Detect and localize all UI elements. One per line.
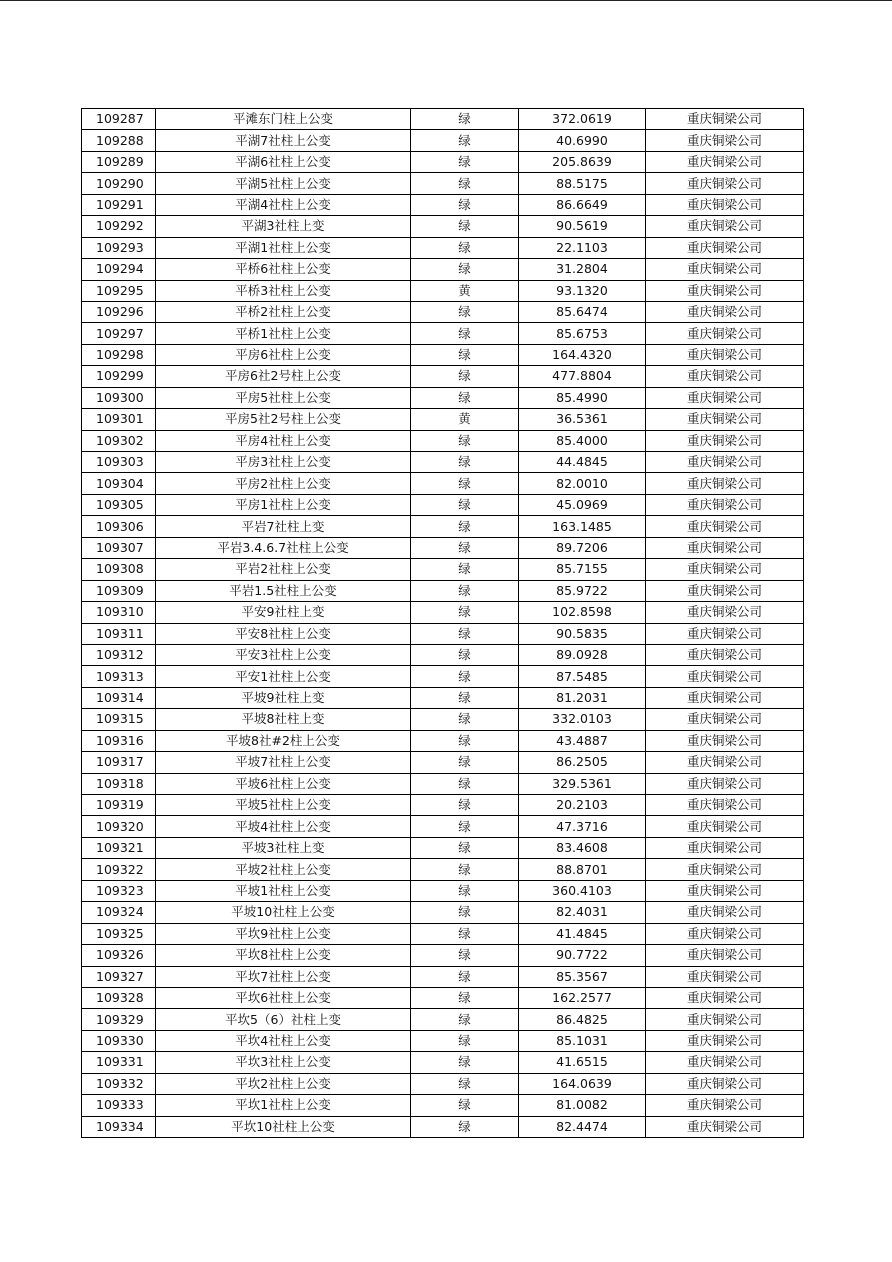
cell-value: 22.1103 (519, 237, 646, 258)
cell-transformer-name: 平桥3社柱上公变 (156, 280, 411, 301)
cell-transformer-name: 平房4社柱上公变 (156, 430, 411, 451)
cell-transformer-name: 平安1社柱上公变 (156, 666, 411, 687)
table-row (82, 1095, 804, 1116)
cell-status: 绿 (411, 837, 519, 858)
table-row (82, 173, 804, 194)
cell-company: 重庆铜梁公司 (646, 537, 804, 558)
cell-status: 绿 (411, 644, 519, 665)
cell-transformer-name: 平坡5社柱上公变 (156, 795, 411, 816)
cell-id: 109321 (82, 837, 156, 858)
cell-company: 重庆铜梁公司 (646, 1116, 804, 1137)
cell-id: 109319 (82, 795, 156, 816)
cell-transformer-name: 平安9社柱上变 (156, 602, 411, 623)
table-row (82, 837, 804, 858)
cell-company: 重庆铜梁公司 (646, 795, 804, 816)
table-row (82, 194, 804, 215)
cell-status: 绿 (411, 494, 519, 515)
cell-id: 109324 (82, 902, 156, 923)
cell-transformer-name: 平房3社柱上公变 (156, 452, 411, 473)
cell-status: 绿 (411, 301, 519, 322)
cell-id: 109306 (82, 516, 156, 537)
cell-status: 绿 (411, 216, 519, 237)
table-row (82, 730, 804, 751)
table-row (82, 537, 804, 558)
cell-value: 86.4825 (519, 1009, 646, 1030)
cell-id: 109308 (82, 559, 156, 580)
cell-company: 重庆铜梁公司 (646, 709, 804, 730)
table-row (82, 816, 804, 837)
table-row (82, 687, 804, 708)
cell-value: 43.4887 (519, 730, 646, 751)
cell-transformer-name: 平坎4社柱上公变 (156, 1030, 411, 1051)
cell-company: 重庆铜梁公司 (646, 430, 804, 451)
cell-id: 109309 (82, 580, 156, 601)
cell-status: 绿 (411, 752, 519, 773)
cell-company: 重庆铜梁公司 (646, 666, 804, 687)
cell-company: 重庆铜梁公司 (646, 344, 804, 365)
table-row (82, 880, 804, 901)
cell-company: 重庆铜梁公司 (646, 623, 804, 644)
cell-value: 82.0010 (519, 473, 646, 494)
cell-value: 86.6649 (519, 194, 646, 215)
cell-transformer-name: 平滩东门柱上公变 (156, 109, 411, 130)
cell-status: 绿 (411, 902, 519, 923)
cell-id: 109312 (82, 644, 156, 665)
cell-company: 重庆铜梁公司 (646, 730, 804, 751)
cell-status: 绿 (411, 151, 519, 172)
cell-transformer-name: 平房6社柱上公变 (156, 344, 411, 365)
cell-value: 164.0639 (519, 1073, 646, 1094)
table-row (82, 966, 804, 987)
cell-id: 109320 (82, 816, 156, 837)
cell-transformer-name: 平坎1社柱上公变 (156, 1095, 411, 1116)
cell-status: 绿 (411, 366, 519, 387)
cell-status: 绿 (411, 1009, 519, 1030)
table-row (82, 945, 804, 966)
cell-transformer-name: 平房5社2号柱上公变 (156, 409, 411, 430)
cell-company: 重庆铜梁公司 (646, 945, 804, 966)
cell-company: 重庆铜梁公司 (646, 216, 804, 237)
cell-company: 重庆铜梁公司 (646, 773, 804, 794)
cell-status: 绿 (411, 945, 519, 966)
cell-id: 109310 (82, 602, 156, 623)
cell-value: 329.5361 (519, 773, 646, 794)
cell-transformer-name: 平湖1社柱上公变 (156, 237, 411, 258)
cell-status: 绿 (411, 666, 519, 687)
table-row (82, 752, 804, 773)
table-row (82, 1052, 804, 1073)
cell-transformer-name: 平坡7社柱上公变 (156, 752, 411, 773)
cell-value: 85.9722 (519, 580, 646, 601)
cell-company: 重庆铜梁公司 (646, 1052, 804, 1073)
cell-id: 109297 (82, 323, 156, 344)
cell-status: 绿 (411, 923, 519, 944)
cell-status: 黄 (411, 280, 519, 301)
cell-status: 绿 (411, 987, 519, 1008)
cell-value: 41.6515 (519, 1052, 646, 1073)
cell-id: 109293 (82, 237, 156, 258)
cell-status: 绿 (411, 430, 519, 451)
table-row (82, 559, 804, 580)
table-row (82, 151, 804, 172)
cell-id: 109327 (82, 966, 156, 987)
cell-status: 绿 (411, 452, 519, 473)
cell-transformer-name: 平坡8社#2柱上公变 (156, 730, 411, 751)
cell-status: 绿 (411, 602, 519, 623)
cell-transformer-name: 平坎9社柱上公变 (156, 923, 411, 944)
cell-id: 109328 (82, 987, 156, 1008)
cell-status: 绿 (411, 516, 519, 537)
table-row (82, 987, 804, 1008)
cell-transformer-name: 平坡3社柱上变 (156, 837, 411, 858)
cell-company: 重庆铜梁公司 (646, 880, 804, 901)
cell-id: 109291 (82, 194, 156, 215)
cell-value: 90.5619 (519, 216, 646, 237)
cell-company: 重庆铜梁公司 (646, 173, 804, 194)
cell-status: 绿 (411, 344, 519, 365)
cell-value: 90.7722 (519, 945, 646, 966)
cell-company: 重庆铜梁公司 (646, 366, 804, 387)
cell-transformer-name: 平安3社柱上公变 (156, 644, 411, 665)
cell-id: 109323 (82, 880, 156, 901)
cell-status: 绿 (411, 259, 519, 280)
cell-company: 重庆铜梁公司 (646, 494, 804, 515)
table-row (82, 409, 804, 430)
cell-id: 109302 (82, 430, 156, 451)
cell-company: 重庆铜梁公司 (646, 752, 804, 773)
cell-company: 重庆铜梁公司 (646, 923, 804, 944)
cell-status: 绿 (411, 1073, 519, 1094)
cell-company: 重庆铜梁公司 (646, 1095, 804, 1116)
table-row (82, 1030, 804, 1051)
cell-value: 82.4474 (519, 1116, 646, 1137)
cell-id: 109333 (82, 1095, 156, 1116)
cell-value: 85.7155 (519, 559, 646, 580)
cell-company: 重庆铜梁公司 (646, 280, 804, 301)
cell-transformer-name: 平坡1社柱上公变 (156, 880, 411, 901)
cell-transformer-name: 平坡4社柱上公变 (156, 816, 411, 837)
cell-value: 82.4031 (519, 902, 646, 923)
cell-transformer-name: 平岩2社柱上公变 (156, 559, 411, 580)
cell-value: 47.3716 (519, 816, 646, 837)
cell-transformer-name: 平坡6社柱上公变 (156, 773, 411, 794)
cell-transformer-name: 平房1社柱上公变 (156, 494, 411, 515)
table-row (82, 259, 804, 280)
cell-status: 绿 (411, 623, 519, 644)
cell-company: 重庆铜梁公司 (646, 687, 804, 708)
cell-id: 109307 (82, 537, 156, 558)
cell-status: 绿 (411, 173, 519, 194)
cell-transformer-name: 平湖6社柱上公变 (156, 151, 411, 172)
cell-transformer-name: 平房2社柱上公变 (156, 473, 411, 494)
table-row (82, 344, 804, 365)
cell-id: 109298 (82, 344, 156, 365)
table-body (82, 109, 804, 1138)
cell-id: 109290 (82, 173, 156, 194)
cell-status: 黄 (411, 409, 519, 430)
cell-company: 重庆铜梁公司 (646, 323, 804, 344)
cell-transformer-name: 平坎2社柱上公变 (156, 1073, 411, 1094)
cell-value: 88.5175 (519, 173, 646, 194)
cell-value: 85.1031 (519, 1030, 646, 1051)
cell-status: 绿 (411, 387, 519, 408)
cell-value: 45.0969 (519, 494, 646, 515)
cell-id: 109318 (82, 773, 156, 794)
table-row (82, 323, 804, 344)
table-row (82, 516, 804, 537)
cell-company: 重庆铜梁公司 (646, 259, 804, 280)
cell-value: 88.8701 (519, 859, 646, 880)
cell-status: 绿 (411, 1052, 519, 1073)
cell-company: 重庆铜梁公司 (646, 1030, 804, 1051)
cell-company: 重庆铜梁公司 (646, 966, 804, 987)
cell-value: 89.7206 (519, 537, 646, 558)
table-row (82, 366, 804, 387)
table-row (82, 1009, 804, 1030)
cell-id: 109325 (82, 923, 156, 944)
cell-id: 109331 (82, 1052, 156, 1073)
cell-company: 重庆铜梁公司 (646, 301, 804, 322)
cell-id: 109303 (82, 452, 156, 473)
cell-status: 绿 (411, 237, 519, 258)
cell-status: 绿 (411, 816, 519, 837)
cell-id: 109295 (82, 280, 156, 301)
cell-id: 109326 (82, 945, 156, 966)
cell-transformer-name: 平岩7社柱上变 (156, 516, 411, 537)
cell-status: 绿 (411, 109, 519, 130)
cell-transformer-name: 平桥1社柱上公变 (156, 323, 411, 344)
cell-transformer-name: 平坡9社柱上变 (156, 687, 411, 708)
cell-status: 绿 (411, 194, 519, 215)
cell-transformer-name: 平坎8社柱上公变 (156, 945, 411, 966)
cell-value: 85.6474 (519, 301, 646, 322)
cell-id: 109334 (82, 1116, 156, 1137)
cell-transformer-name: 平坡2社柱上公变 (156, 859, 411, 880)
table-row (82, 602, 804, 623)
cell-id: 109332 (82, 1073, 156, 1094)
table-row (82, 280, 804, 301)
cell-transformer-name: 平安8社柱上公变 (156, 623, 411, 644)
cell-status: 绿 (411, 859, 519, 880)
cell-id: 109287 (82, 109, 156, 130)
cell-transformer-name: 平坎10社柱上公变 (156, 1116, 411, 1137)
cell-status: 绿 (411, 966, 519, 987)
cell-status: 绿 (411, 1030, 519, 1051)
cell-value: 332.0103 (519, 709, 646, 730)
cell-company: 重庆铜梁公司 (646, 109, 804, 130)
cell-value: 164.4320 (519, 344, 646, 365)
table-row (82, 216, 804, 237)
cell-status: 绿 (411, 880, 519, 901)
table-row (82, 773, 804, 794)
cell-value: 81.0082 (519, 1095, 646, 1116)
cell-company: 重庆铜梁公司 (646, 987, 804, 1008)
table-row (82, 494, 804, 515)
cell-status: 绿 (411, 473, 519, 494)
cell-transformer-name: 平房5社柱上公变 (156, 387, 411, 408)
table-row (82, 387, 804, 408)
cell-id: 109289 (82, 151, 156, 172)
cell-value: 86.2505 (519, 752, 646, 773)
cell-value: 20.2103 (519, 795, 646, 816)
cell-id: 109300 (82, 387, 156, 408)
table-row (82, 237, 804, 258)
table-row (82, 301, 804, 322)
cell-status: 绿 (411, 773, 519, 794)
cell-status: 绿 (411, 730, 519, 751)
cell-status: 绿 (411, 1095, 519, 1116)
cell-id: 109330 (82, 1030, 156, 1051)
cell-id: 109329 (82, 1009, 156, 1030)
cell-value: 360.4103 (519, 880, 646, 901)
cell-transformer-name: 平湖7社柱上公变 (156, 130, 411, 151)
cell-value: 102.8598 (519, 602, 646, 623)
table-row (82, 902, 804, 923)
table-row (82, 1073, 804, 1094)
cell-value: 85.4990 (519, 387, 646, 408)
cell-status: 绿 (411, 687, 519, 708)
cell-id: 109322 (82, 859, 156, 880)
cell-transformer-name: 平岩1.5社柱上公变 (156, 580, 411, 601)
cell-transformer-name: 平坎6社柱上公变 (156, 987, 411, 1008)
cell-id: 109301 (82, 409, 156, 430)
table-row (82, 644, 804, 665)
transformer-table (81, 108, 804, 1138)
cell-id: 109292 (82, 216, 156, 237)
cell-id: 109315 (82, 709, 156, 730)
cell-transformer-name: 平坎7社柱上公变 (156, 966, 411, 987)
table-row (82, 709, 804, 730)
cell-company: 重庆铜梁公司 (646, 151, 804, 172)
cell-value: 36.5361 (519, 409, 646, 430)
cell-value: 44.4845 (519, 452, 646, 473)
cell-value: 83.4608 (519, 837, 646, 858)
table-row (82, 623, 804, 644)
cell-transformer-name: 平岩3.4.6.7社柱上公变 (156, 537, 411, 558)
cell-transformer-name: 平湖3社柱上变 (156, 216, 411, 237)
cell-value: 477.8804 (519, 366, 646, 387)
cell-status: 绿 (411, 130, 519, 151)
cell-transformer-name: 平房6社2号柱上公变 (156, 366, 411, 387)
cell-id: 109313 (82, 666, 156, 687)
cell-value: 85.6753 (519, 323, 646, 344)
cell-transformer-name: 平坎5（6）社柱上变 (156, 1009, 411, 1030)
cell-transformer-name: 平桥6社柱上公变 (156, 259, 411, 280)
cell-id: 109316 (82, 730, 156, 751)
cell-value: 89.0928 (519, 644, 646, 665)
cell-id: 109304 (82, 473, 156, 494)
cell-company: 重庆铜梁公司 (646, 902, 804, 923)
cell-company: 重庆铜梁公司 (646, 1009, 804, 1030)
cell-value: 40.6990 (519, 130, 646, 151)
cell-company: 重庆铜梁公司 (646, 837, 804, 858)
cell-transformer-name: 平湖4社柱上公变 (156, 194, 411, 215)
cell-company: 重庆铜梁公司 (646, 473, 804, 494)
table-row (82, 795, 804, 816)
cell-id: 109288 (82, 130, 156, 151)
cell-value: 93.1320 (519, 280, 646, 301)
cell-id: 109305 (82, 494, 156, 515)
cell-value: 372.0619 (519, 109, 646, 130)
cell-transformer-name: 平坡8社柱上变 (156, 709, 411, 730)
cell-status: 绿 (411, 580, 519, 601)
cell-id: 109296 (82, 301, 156, 322)
table-row (82, 473, 804, 494)
cell-value: 41.4845 (519, 923, 646, 944)
table-row (82, 666, 804, 687)
cell-company: 重庆铜梁公司 (646, 130, 804, 151)
cell-value: 90.5835 (519, 623, 646, 644)
table-row (82, 1116, 804, 1137)
cell-transformer-name: 平坎3社柱上公变 (156, 1052, 411, 1073)
cell-company: 重庆铜梁公司 (646, 644, 804, 665)
cell-id: 109294 (82, 259, 156, 280)
cell-status: 绿 (411, 1116, 519, 1137)
table-row (82, 859, 804, 880)
cell-value: 163.1485 (519, 516, 646, 537)
table-row (82, 130, 804, 151)
cell-transformer-name: 平湖5社柱上公变 (156, 173, 411, 194)
cell-status: 绿 (411, 559, 519, 580)
cell-id: 109299 (82, 366, 156, 387)
cell-company: 重庆铜梁公司 (646, 516, 804, 537)
cell-value: 87.5485 (519, 666, 646, 687)
cell-transformer-name: 平桥2社柱上公变 (156, 301, 411, 322)
cell-company: 重庆铜梁公司 (646, 194, 804, 215)
table-row (82, 452, 804, 473)
table-row (82, 430, 804, 451)
cell-status: 绿 (411, 323, 519, 344)
cell-company: 重庆铜梁公司 (646, 602, 804, 623)
cell-value: 162.2577 (519, 987, 646, 1008)
cell-company: 重庆铜梁公司 (646, 580, 804, 601)
cell-id: 109314 (82, 687, 156, 708)
table-row (82, 109, 804, 130)
cell-transformer-name: 平坡10社柱上公变 (156, 902, 411, 923)
cell-company: 重庆铜梁公司 (646, 237, 804, 258)
cell-value: 81.2031 (519, 687, 646, 708)
cell-company: 重庆铜梁公司 (646, 1073, 804, 1094)
cell-company: 重庆铜梁公司 (646, 559, 804, 580)
cell-company: 重庆铜梁公司 (646, 816, 804, 837)
cell-company: 重庆铜梁公司 (646, 452, 804, 473)
cell-id: 109311 (82, 623, 156, 644)
table-row (82, 923, 804, 944)
cell-value: 85.4000 (519, 430, 646, 451)
cell-value: 85.3567 (519, 966, 646, 987)
cell-status: 绿 (411, 537, 519, 558)
page-top-border (0, 0, 892, 1)
cell-status: 绿 (411, 795, 519, 816)
cell-value: 31.2804 (519, 259, 646, 280)
cell-company: 重庆铜梁公司 (646, 387, 804, 408)
cell-company: 重庆铜梁公司 (646, 409, 804, 430)
cell-company: 重庆铜梁公司 (646, 859, 804, 880)
cell-status: 绿 (411, 709, 519, 730)
table-row (82, 580, 804, 601)
cell-id: 109317 (82, 752, 156, 773)
cell-value: 205.8639 (519, 151, 646, 172)
